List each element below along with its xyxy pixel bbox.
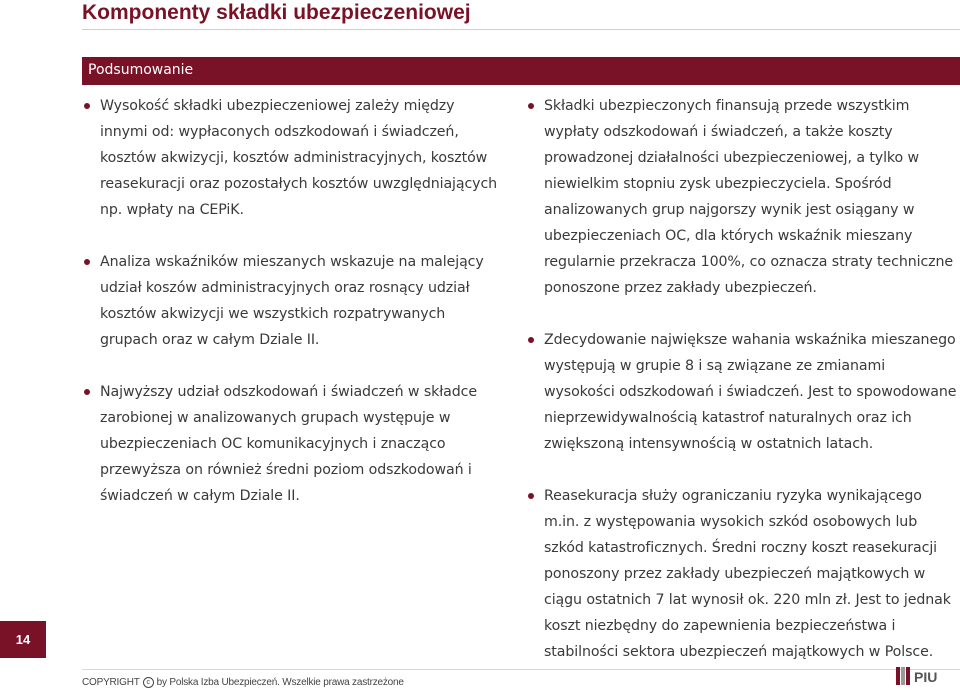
- page-number: 14: [0, 621, 46, 658]
- bullet-text: Analiza wskaźników mieszanych wskazuje na malejący udział koszów administracyjnych oraz rosnący udział kosztów akwizycji we wszystkich rozpatrywanych grupach oraz w całym Dziale II.: [100, 254, 484, 348]
- bullet-dot-icon: [84, 103, 90, 109]
- bullet-text: Zdecydowanie największe wahania wskaźnika mieszanego występują w grupie 8 i są związane ze zmianami wysokości odszkodowań i świadczeń. Jest to spowodowane nieprzewidywalnością katastrof naturalnych oraz ich zwiększoną intensywnością w ostatnich latach.: [544, 332, 957, 452]
- copyright-label: COPYRIGHT: [82, 677, 140, 689]
- bullet-text: Składki ubezpieczonych finansują przede wszystkim wypłaty odszkodowań i świadczeń, a także koszty prowadzonej działalności ubezpieczeniowej, a tylko w niewielkim stopniu zysk ubezpieczyciela. Spośród analizowanych grup najgorszy wynik jest osiągany w ubezpieczeniach OC, dla których wskaźnik mieszany regularnie przekracza 100%, co oznacza straty techniczne ponoszone przez zakłady ubezpieczeń.: [544, 98, 954, 296]
- bullet-dot-icon: [528, 337, 534, 343]
- bullet-dot-icon: [528, 493, 534, 499]
- copyright-icon: c: [143, 677, 154, 688]
- logo-text: PIU: [914, 669, 938, 685]
- title-divider: [82, 29, 960, 30]
- bullet-text: Reasekuracja służy ograniczaniu ryzyka wynikającego m.in. z występowania wysokich szkód osobowych lub szkód katastroficznych. Średni roczny koszt reasekuracji ponoszony przez zakłady ubezpieczeń majątkowych w ciągu ostatnich 7 lat wynosił ok. 220 mln zł. Jest to jednak koszt niezbędny do zapewnienia bezpieczeństwa i stabilności sektora ubezpieczeń majątkowych w Polsce.: [544, 488, 951, 660]
- bullet-item: [84, 379, 504, 509]
- bullet-text: Wysokość składki ubezpieczeniowej zależy między innymi od: wypłaconych odszkodowań i świadczeń, kosztów akwizycji, kosztów administracyjnych, kosztów reasekuracji oraz pozostałych kosztów uwzględniających np. wpłaty na CEPiK.: [100, 98, 498, 218]
- footer-divider: [82, 669, 960, 670]
- right-column: [528, 93, 960, 691]
- section-label: Podsumowanie: [88, 62, 194, 78]
- bullet-item: [84, 249, 504, 353]
- bullet-item: [528, 93, 960, 301]
- section-header-bar: [82, 57, 960, 85]
- copyright-owner: by Polska Izba Ubezpieczeń. Wszelkie prawa zastrzeżone: [156, 677, 404, 689]
- piu-logo: [894, 663, 960, 689]
- left-column: [84, 93, 504, 535]
- bullet-dot-icon: [528, 103, 534, 109]
- bullet-item: [84, 93, 504, 223]
- footer-copyright: [82, 677, 404, 688]
- bullet-dot-icon: [84, 259, 90, 265]
- bullet-item: [528, 483, 960, 665]
- bullet-item: [528, 327, 960, 457]
- bullet-text: Najwyższy udział odszkodowań i świadczeń w składce zarobionej w analizowanych grupach występuje w ubezpieczeniach OC komunikacyjnych i znacząco przewyższa on również średni poziom odszkodowań i świadczeń w całym Dziale II.: [100, 384, 478, 504]
- page-title: Komponenty składki ubezpieczeniowej: [82, 1, 471, 24]
- bullet-dot-icon: [84, 389, 90, 395]
